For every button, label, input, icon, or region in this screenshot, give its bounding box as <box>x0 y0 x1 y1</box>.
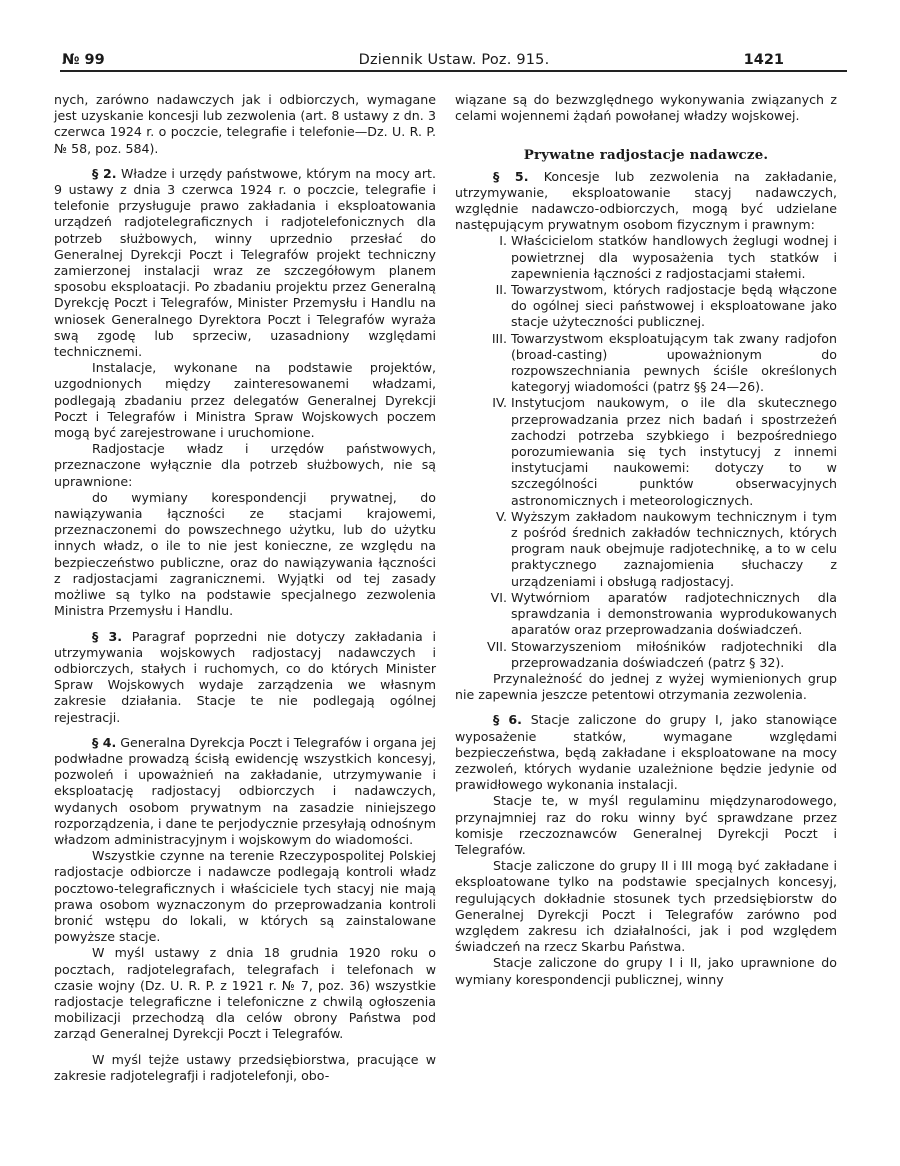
list-item-text: Wyższym zakładom naukowym technicznym i tym z pośród średnich zakładów technicznych, których program nauk obejmuje radjotechnikę, a to w celu praktycznego zaznajomienia słuchaczy z urządzeniami i obsługą radjostacyj. <box>511 508 837 589</box>
paragraph-stacje-grupy-2-3: Stacje zaliczone do grupy II i III mogą być zakładane i eksploatowane tylko na podstawie specjalnych koncesyj, regulujących dokładnie stosunek tych przedsiębiorstw do Generalnej Dyrekcji Poczt i Telegrafów zarówno pod względem zakresu ich działalności, jak i pod względem świadczeń na rzecz Skarbu Państwa. <box>455 858 837 955</box>
groups-list <box>455 233 837 670</box>
list-item-text: Towarzystwom eksploatującym tak zwany radjofon (broad-casting) upoważnionym do rozpowszechniania pewnych ściśle określonych kategoryj wiadomości (patrz §§ 24—26). <box>511 330 837 395</box>
section-text: Władze i urzędy państwowe, którym na mocy art. 9 ustawy z dnia 3 czerwca 1924 r. o poczcie, telegrafie i telefonie przysługuje prawo zakładania i eksploatowania urządzeń radjotelegraficznych i radjotelefonicznych dla potrzeb służbowych, winny uprzednio przesłać do Generalnej Dyrekcji Poczt i Telegrafów projekt techniczny zamierzonej instalacji wraz ze szczegółowym planem sposobu eksploatacji. Po zbadaniu projektu przez Generalną Dyrekcję Poczt i Telegrafów, Minister Przemysłu i Handlu na wniosek Generalnego Dyrektora Poczt i Telegrafów wyraża swą zgodę lub sprzeciw, uzasadniony względami technicznemi. <box>54 165 436 360</box>
list-item <box>455 590 837 639</box>
page-number: 1421 <box>743 52 784 68</box>
paragraph-continuation: wiązane są do bezwzględnego wykonywania związanych z celami wojennemi żądań powołanej władzy wojskowej. <box>455 92 837 124</box>
section-2 <box>54 166 436 360</box>
section-label: § 6. <box>493 712 522 728</box>
list-item <box>455 509 837 590</box>
section-label: § 4. <box>92 734 117 750</box>
paragraph-wymiana: do wymiany korespondencji prywatnej, do nawiązywania łączności ze stacjami krajowemi, przeznaczonemi do powszechnego użytku, lub do użytku innych władz, o ile to nie jest konieczne, ze względu na bezpieczeństwo publiczne, oraz do nawiązywania łączności z radjostacjami zagranicznemi. Wyjątki od tej zasady możliwe są tylko na podstawie specjalnego zezwolenia Ministra Przemysłu i Handlu. <box>54 489 436 619</box>
left-column <box>54 92 436 1084</box>
section-5 <box>455 169 837 234</box>
list-item <box>455 331 837 396</box>
list-item-text: Instytucjom naukowym, o ile dla skutecznego przeprowadzania przez nich badań i spostrzeżeń zachodzi potrzeba szybkiego i bezpośredniego porozumiewania się tych instytucyj z innemi instytucjami naukowemi: dotyczy to w szczególności punktów obserwacyjnych astronomicznych i meteorologicznych. <box>511 395 837 508</box>
list-item-text: Towarzystwom, których radjostacje będą włączone do ogólnej sieci państwowej i eksploatowane jako stacje użyteczności publicznej. <box>511 282 837 330</box>
paragraph-przynaleznosc: Przynależność do jednej z wyżej wymienionych grup nie zapewnia jeszcze petentowi otrzymania zezwolenia. <box>455 670 837 703</box>
paragraph-ustawa-1920: W myśl ustawy z dnia 18 grudnia 1920 roku o pocztach, radjotelegrafach, telegrafach i telefonach w czasie wojny (Dz. U. R. P. z 1921 r. № 7, poz. 36) wszystkie radjostacje telegraficzne i telefoniczne z chwilą ogłoszenia mobilizacji przechodzą dla celów obrony Państwa pod zarząd Generalnej Dyrekcji Poczt i Telegrafów. <box>54 945 436 1042</box>
section-heading: Prywatne radjostacje nadawcze. <box>523 147 769 164</box>
list-item <box>455 282 837 331</box>
list-item-text: Wytwórniom aparatów radjotechnicznych dla sprawdzania i demonstrowania wyprodukowanych aparatów oraz przeprowadzania doświadczeń. <box>511 589 837 638</box>
roman-numeral: IV. <box>492 395 507 411</box>
roman-numeral: VII. <box>486 638 507 654</box>
section-6 <box>455 712 837 793</box>
list-item-text: Stowarzyszeniom miłośników radjotechniki dla przeprowadzania doświadczeń (patrz § 32). <box>511 638 837 670</box>
section-label: § 5. <box>493 168 529 184</box>
paragraph-wszystkie: Wszystkie czynne na terenie Rzeczypospolitej Polskiej radjostacje odbiorcze i nadawcze podlegają kontroli władz pocztowo-telegraficznych i właściciele tych stacyj nie mają prawa osobom wyznaczonym do przeprowadzania kontroli bronić wstępu do lokali, w których są zainstalowane powyższe stacje. <box>54 848 436 945</box>
journal-title: Dziennik Ustaw. Poz. 915. <box>358 52 550 68</box>
paragraph-continuation: nych, zarówno nadawczych jak i odbiorczych, wymagane jest uzyskanie koncesji lub zezwolenia (art. 8 ustawy z dn. 3 czerwca 1924 r. o poczcie, telegrafie i telefonie—Dz. U. R. P. № 58, poz. 584). <box>54 92 436 156</box>
section-label: § 2. <box>92 165 117 181</box>
section-text: Stacje zaliczone do grupy I, jako stanowiące wyposażenie statków, wymagane względami bezpieczeństwa, będą zakładane i eksploatowane na mocy zezwoleń, których wydanie uzależnione będzie jedynie od prawidłowego wykonania instalacji. <box>455 712 837 793</box>
section-text: Koncesje lub zezwolenia na zakładanie, utrzymywanie, eksploatowanie stacyj nadawczych, względnie nadawczo-odbiorczych, mogą być udzielane następującym prywatnym osobom fizycznym i prawnym: <box>455 168 838 233</box>
roman-numeral: III. <box>491 330 507 346</box>
roman-numeral: V. <box>496 508 507 524</box>
right-column <box>455 92 837 988</box>
list-item-text: Właścicielom statków handlowych żeglugi wodnej i powietrznej dla wyposażenia tych statków i zapewnienia łączności z radjostacjami stałemi. <box>511 233 837 281</box>
list-item <box>455 395 837 508</box>
page-header <box>60 50 848 70</box>
roman-numeral: II. <box>495 282 507 298</box>
paragraph-radjostacje: Radjostacje władz i urzędów państwowych, przeznaczone wyłącznie dla potrzeb służbowych, nie są uprawnione: <box>54 441 436 489</box>
issue-number: № 99 <box>62 52 105 68</box>
paragraph-stacje-grupy-1-2: Stacje zaliczone do grupy I i II, jako uprawnione do wymiany korespondencji publicznej, winny <box>455 955 837 987</box>
header-rule <box>60 70 847 72</box>
paragraph-stacje-te: Stacje te, w myśl regulaminu międzynarodowego, przynajmniej raz do roku winny być sprawdzane przez komisje rzeczoznawców Generalnej Dyrekcji Poczt i Telegrafów. <box>455 793 837 857</box>
section-3 <box>54 629 436 726</box>
roman-numeral: I. <box>499 233 507 249</box>
section-label: § 3. <box>92 628 123 644</box>
paragraph-instalacje: Instalacje, wykonane na podstawie projektów, uzgodnionych między zainteresowanemi władzami, podlegają zbadaniu przez delegatów Generalnej Dyrekcji Poczt i Telegrafów i Ministra Spraw Wojskowych poczem mogą być zarejestrowane i uruchomione. <box>54 360 436 441</box>
list-item <box>455 233 837 282</box>
paragraph-tejze-ustawy: W myśl tejże ustawy przedsiębiorstwa, pracujące w zakresie radjotelegrafji i radjotelefonji, obo- <box>54 1051 436 1083</box>
section-text: Paragraf poprzedni nie dotyczy zakładania i utrzymywania wojskowych radjostacyj nadawczych i odbiorczych, stałych i ruchomych, co do których Minister Spraw Wojskowych wydaje zarządzenia we własnym zakresie działania. Stacje te nie podlegają ogólnej rejestracji. <box>54 628 436 725</box>
section-4 <box>54 735 436 848</box>
list-item <box>455 639 837 671</box>
section-text: Generalna Dyrekcja Poczt i Telegrafów i organa jej podwładne prowadzą ścisłą ewidencję wszystkich koncesyj, pozwoleń i upoważnień na zakładanie, utrzymywanie i eksploatację radjostacyj odbiorczych i nadawczych, wydanych osobom prywatnym na zasadzie niniejszego rozporządzenia, i dane te perjodycznie przesyłają odnośnym władzom administracyjnym i wojskowym do wiadomości. <box>54 734 436 847</box>
roman-numeral: VI. <box>490 589 507 605</box>
